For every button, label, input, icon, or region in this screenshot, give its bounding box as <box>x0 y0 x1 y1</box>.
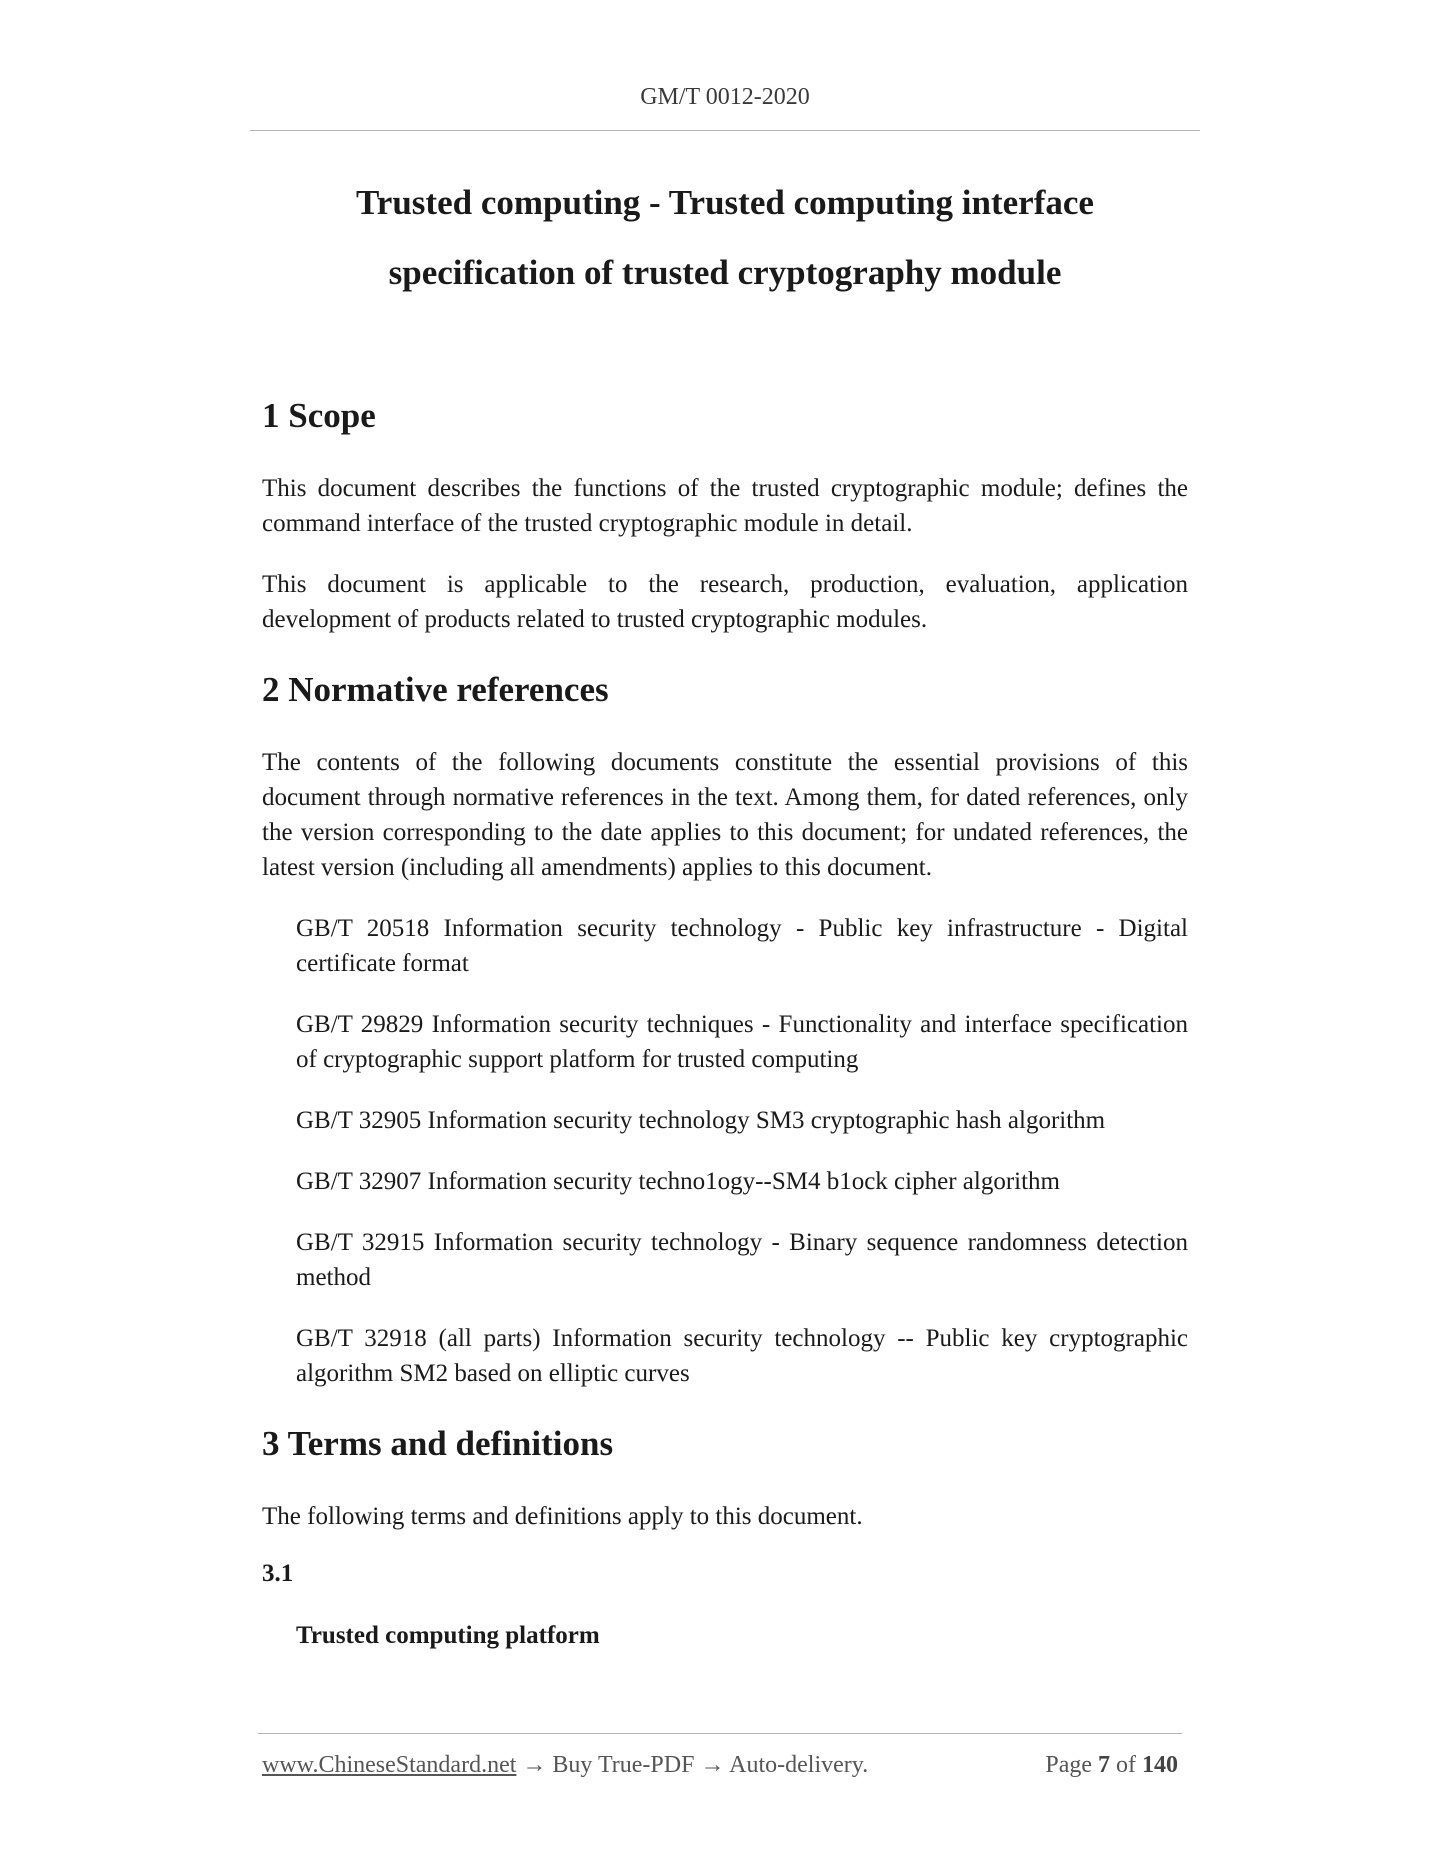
page-total: 140 <box>1142 1752 1178 1778</box>
term-number: 3.1 <box>262 1560 294 1587</box>
section-heading-scope: 1 Scope <box>262 396 376 435</box>
page-number <box>1045 1752 1178 1779</box>
header-divider <box>250 130 1200 131</box>
auto-delivery-text: Auto-delivery. <box>729 1752 869 1778</box>
page-label: Page <box>1045 1752 1092 1778</box>
title-line-1: Trusted computing - Trusted computing interface <box>356 183 1094 222</box>
buy-pdf-text: Buy True-PDF <box>552 1752 695 1778</box>
terms-intro-paragraph: The following terms and definitions apply to this document. <box>262 1503 863 1530</box>
document-title <box>250 168 1200 308</box>
normative-intro-paragraph: The contents of the following documents constitute the essential provisions of this document through normative references in the text. Among them, for dated references, only the version corresponding to the date applies to this document; for undated references, the latest version (including all amendments) applies to this document. <box>262 749 1188 881</box>
section-heading-terms: 3 Terms and definitions <box>262 1424 614 1463</box>
site-link[interactable]: www.ChineseStandard.net <box>262 1752 517 1778</box>
reference-item: GB/T 32918 (all parts) Information security technology -- Public key cryptographic algorithm SM2 based on elliptic curves <box>296 1325 1188 1387</box>
footer-divider <box>258 1733 1182 1734</box>
reference-item: GB/T 32905 Information security technology SM3 cryptographic hash algorithm <box>296 1107 1106 1134</box>
scope-paragraph: This document describes the functions of the trusted cryptographic module; defines the command interface of the trusted cryptographic module in detail. <box>262 475 1188 537</box>
title-line-2: specification of trusted cryptography module <box>388 253 1062 292</box>
section-heading-normative-references: 2 Normative references <box>262 670 609 709</box>
arrow-right-icon: → <box>700 1752 725 1778</box>
arrow-right-icon: → <box>522 1752 547 1778</box>
reference-item: GB/T 29829 Information security techniques - Functionality and interface specification of cryptographic support platform for trusted computing <box>296 1011 1188 1073</box>
page-of-label: of <box>1116 1752 1136 1778</box>
reference-item: GB/T 20518 Information security technology - Public key infrastructure - Digital certificate format <box>296 915 1188 977</box>
term-name: Trusted computing platform <box>296 1622 600 1649</box>
reference-item: GB/T 32907 Information security techno1ogy--SM4 b1ock cipher algorithm <box>296 1168 1060 1195</box>
reference-item: GB/T 32915 Information security technology - Binary sequence randomness detection method <box>296 1229 1188 1291</box>
page-footer <box>262 1752 1182 1779</box>
document-body <box>262 395 1188 1650</box>
page-current: 7 <box>1098 1752 1110 1778</box>
standard-code-header: GM/T 0012-2020 <box>640 84 810 110</box>
scope-paragraph: This document is applicable to the research, production, evaluation, application development of products related to trusted cryptographic modules. <box>262 571 1188 633</box>
